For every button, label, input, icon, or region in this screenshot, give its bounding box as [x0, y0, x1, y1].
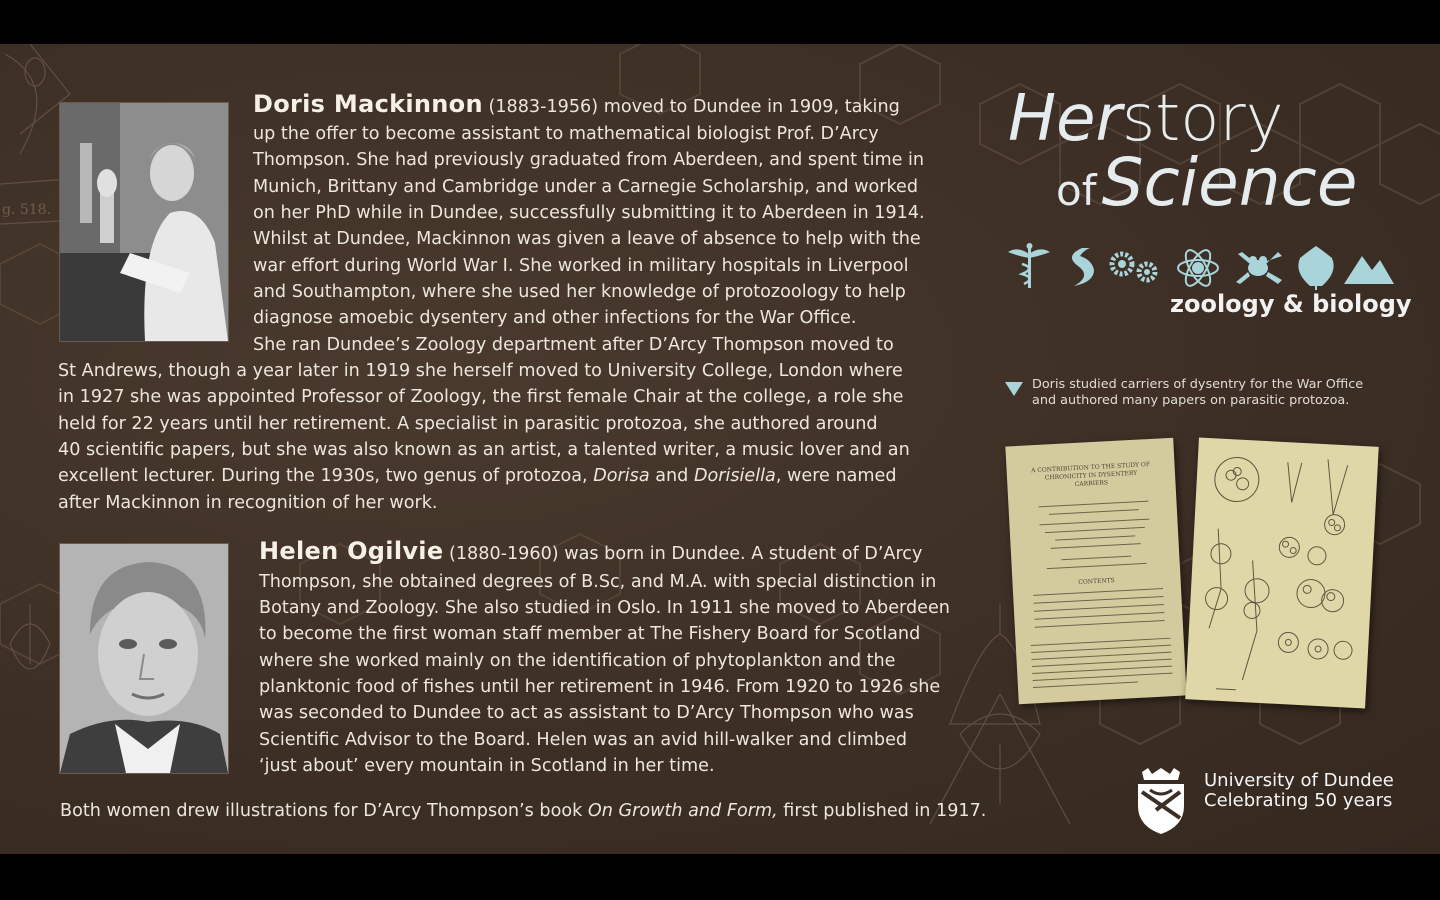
caption-line-1: Doris studied carriers of dysentry for the War Office	[1032, 377, 1364, 392]
doris-line-1: moved to Dundee in 1909, taking	[603, 97, 900, 117]
background-figure-label: g. 518.	[2, 202, 52, 218]
doris-line: 40 scientific papers, but she was also known as an artist, a talented writer, a music lover and an	[58, 440, 910, 460]
doris-line: and Southampton, where she used her knowledge of protozoology to help	[253, 282, 906, 302]
helen-line: ‘just about’ every mountain in Scotland in her time.	[259, 756, 715, 776]
helen-line: was seconded to Dundee to act as assistant to D’Arcy Thompson who was	[259, 703, 914, 723]
doris-dates: (1883-1956)	[488, 97, 599, 117]
doris-line: Munich, Brittany and Cambridge under a Carnegie Scholarship, and worked	[253, 177, 919, 197]
dna-strand-icon	[1072, 248, 1094, 286]
helen-line: where she worked mainly on the identification of phytoplankton and the	[259, 651, 896, 671]
doris-genus-outro: , were named	[775, 466, 897, 486]
footer-note	[60, 798, 986, 824]
book-title: On Growth and Form,	[587, 801, 778, 821]
atom-icon	[1178, 247, 1218, 290]
paper-contents-label: CONTENTS	[1078, 577, 1115, 586]
genus-dorisa: Dorisa	[593, 466, 650, 486]
helen-name: Helen Ogilvie	[259, 537, 444, 565]
helen-line: Botany and Zoology. She also studied in Oslo. In 1911 she moved to Aberdeen	[259, 598, 950, 618]
doris-genus-intro: excellent lecturer. During the 1930s, two genus of protozoa,	[58, 466, 588, 486]
footer-post: first published in 1917.	[783, 801, 987, 821]
dysentery-paper-page	[1005, 438, 1186, 704]
helen-line: planktonic food of fishes until her retirement in 1946. From 1920 to 1926 she	[259, 677, 941, 697]
helen-line-1: was born in Dundee. A student of D’Arcy	[564, 544, 923, 564]
gears-icon	[1112, 254, 1155, 280]
university-line-2: Celebrating 50 years	[1204, 790, 1393, 811]
university-line-1: University of Dundee	[1204, 770, 1394, 791]
caduceus-icon	[1008, 243, 1050, 288]
doris-line: on her PhD while in Dundee, successfully submitting it to Aberdeen in 1914.	[253, 203, 925, 223]
doris-first-line	[253, 91, 900, 120]
doris-name: Doris Mackinnon	[253, 90, 483, 118]
caption-triangle-icon	[1005, 382, 1023, 396]
doris-line: after Mackinnon in recognition of her work.	[58, 493, 438, 513]
leaf-icon	[1298, 246, 1333, 290]
helen-dates: (1880-1960)	[449, 544, 559, 564]
paper-heading: A CONTRIBUTION TO THE STUDY OF CHRONICITY IN DYSENTERY CARRIERS	[1030, 461, 1151, 488]
doris-line: war effort during World War I. She worked in military hospitals in Liverpool	[253, 256, 909, 276]
caption-line-2: and authored many papers on parasitic protozoa.	[1032, 393, 1350, 408]
doris-line: up the offer to become assistant to mathematical biologist Prof. D’Arcy	[253, 124, 879, 144]
genus-dorisiella: Dorisiella	[693, 466, 776, 486]
helen-ogilvie-photo	[59, 543, 229, 774]
title-story: story	[1121, 82, 1284, 156]
frog-icon	[1236, 252, 1282, 284]
footer-pre: Both women drew illustrations for D’Arcy Thompson’s book	[60, 801, 583, 821]
science-icons-row	[1004, 242, 1394, 292]
doris-line: held for 22 years until her retirement. A specialist in parasitic protozoa, she authored around	[58, 414, 878, 434]
helen-first-line	[259, 538, 922, 567]
conjunction: and	[655, 466, 689, 486]
title-science: Science	[1101, 144, 1358, 221]
title-her: Her	[1008, 82, 1122, 156]
doris-line: in 1927 she was appointed Professor of Zoology, the first female Chair at the college, a role she	[58, 387, 904, 407]
helen-line: Thompson, she obtained degrees of B.Sc, and M.A. with special distinction in	[259, 572, 937, 592]
title-of: of	[1056, 166, 1097, 215]
doris-line: Thompson. She had previously graduated from Aberdeen, and spent time in	[253, 150, 925, 170]
figure-caption	[1032, 377, 1363, 409]
title-of-science	[1056, 144, 1358, 235]
doris-line: She ran Dundee’s Zoology department after D’Arcy Thompson moved to	[253, 335, 894, 355]
poster-panel	[0, 44, 1440, 854]
doris-line-genus	[58, 463, 897, 489]
doris-line: St Andrews, though a year later in 1919 she herself moved to University College, London where	[58, 361, 903, 381]
doris-line: Whilst at Dundee, Mackinnon was given a leave of absence to help with the	[253, 229, 921, 249]
university-crest-logo	[1136, 768, 1186, 836]
university-name	[1204, 771, 1394, 811]
mountains-icon	[1344, 256, 1394, 284]
helen-line: Scientific Advisor to the Board. Helen was an avid hill-walker and climbed	[259, 730, 908, 750]
doris-line: diagnose amoebic dysentery and other infections for the War Office.	[253, 308, 857, 328]
subject-label: zoology & biology	[1170, 290, 1412, 318]
protozoa-plate-page	[1185, 437, 1378, 708]
doris-mackinnon-photo	[59, 102, 229, 342]
helen-line: to become the first woman staff member at The Fishery Board for Scotland	[259, 624, 921, 644]
